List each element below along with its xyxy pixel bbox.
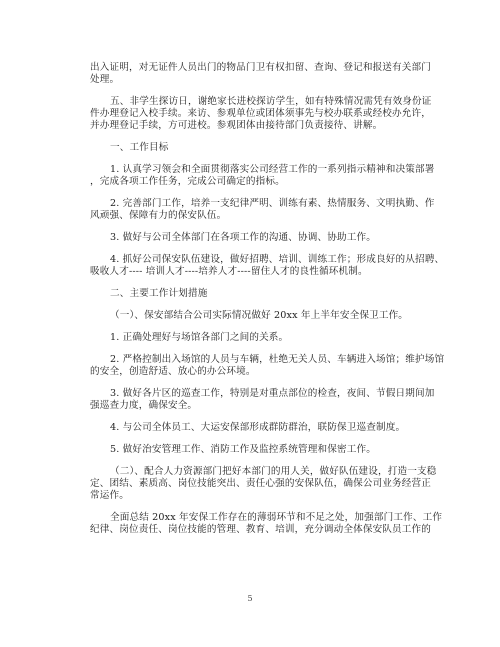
text-line: ，完成各项工作任务，完成公司确定的指标。: [90, 176, 285, 187]
text-line: 5. 做好治安管理工作、消防工作及监控系统管理和保密工作。: [110, 444, 376, 455]
page-number: 5: [247, 594, 253, 603]
text-line: 常运作。: [90, 490, 129, 501]
text-line: 2. 完善部门工作，培养一支纪律严明、训练有素、热情服务、文明执勤、作: [110, 198, 435, 209]
section-heading: 一、工作目标: [110, 142, 169, 153]
text-line: 3. 做好与公司全体部门在各项工作的沟通、协调、协助工作。: [110, 232, 376, 243]
text-line: 4. 抓好公司保安队伍建设，做好招聘、培训、训练工作；形成良好的从招聘、: [110, 254, 445, 265]
text-line: 出入证明，对无证件人员出门的物品门卫有权扣留、查询、登记和报送有关部门: [90, 62, 432, 73]
text-line: （二）、配合人力资源部门把好本部门的用人关，做好队伍建设，打造一支稳: [110, 466, 437, 477]
text-line: 强巡查力度，确保安全。: [90, 400, 198, 411]
text-line: 2. 严格控制出入场馆的人员与车辆，杜绝无关人员、车辆进入场馆；维护场馆: [110, 354, 445, 365]
text-line: 五、非学生探访日，谢绝家长进校探访学生，如有特殊情况需凭有效身份证: [110, 96, 432, 107]
text-line: 的安全，创造舒适、放心的办公环境。: [90, 366, 256, 377]
text-line: （一）、保安部结合公司实际情况做好 20xx 年上半年安全保卫工作。: [110, 310, 409, 321]
text-line: 处理。: [90, 74, 120, 85]
text-line: 纪律、岗位责任、岗位技能的管理、教育、培训，充分调动全体保安队员工作的: [90, 524, 432, 535]
text-line: 件办理登记入校手续。来访、参观单位或团体须事先与校办联系或经校办允许，: [90, 108, 432, 119]
text-line: 风顽强、保障有力的保安队伍。: [90, 210, 227, 221]
text-line: 吸收人才---- 培训人才----培养人才----留住人才的良性循环机制。: [90, 266, 368, 277]
body-text: [90, 62, 445, 536]
text-line: 1. 认真学习领会和全面贯彻落实公司经营工作的一系列指示精神和决策部署: [110, 164, 435, 175]
text-line: 定、团结、素质高、岗位技能突出、责任心强的安保队伍，确保公司业务经营正: [90, 478, 432, 489]
text-line: 3. 做好各片区的巡查工作，特别是对重点部位的检查，夜间、节假日期间加: [110, 388, 435, 399]
text-line: 并办理登记手续，方可进校。参观团体由接待部门负责接待、讲解。: [90, 120, 383, 131]
text-line: 全面总结 20xx 年安保工作存在的薄弱环节和不足之处，加强部门工作、工作: [110, 512, 443, 523]
section-heading: 二、主要工作计划措施: [110, 288, 208, 299]
text-line: 4. 与公司全体员工、大运安保部形成群防群治，联防保卫巡查制度。: [110, 422, 406, 433]
text-line: 1. 正确处理好与场馆各部门之间的关系。: [110, 332, 289, 343]
